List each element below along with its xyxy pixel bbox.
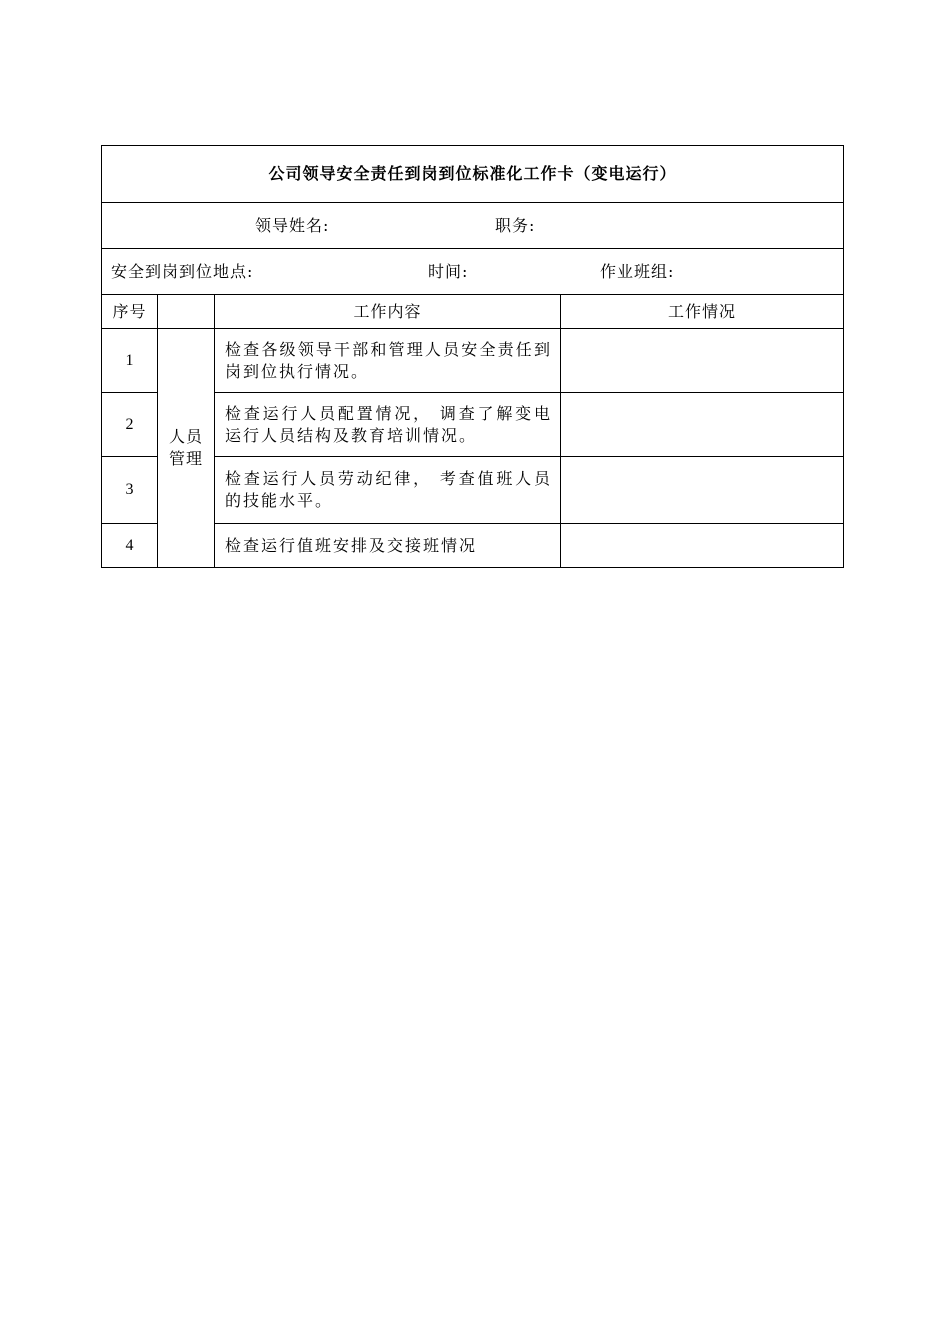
category-line-1: 人员 bbox=[168, 427, 203, 446]
work-card-table bbox=[101, 145, 844, 568]
row-content: 检查运行人员配置情况， 调查了解变电运行人员结构及教育培训情况。 bbox=[215, 393, 561, 457]
row-number: 4 bbox=[102, 524, 158, 568]
header-category bbox=[158, 295, 215, 329]
card-title: 公司领导安全责任到岗到位标准化工作卡（变电运行） bbox=[102, 146, 844, 203]
category-cell bbox=[158, 329, 215, 568]
leader-info-row bbox=[102, 203, 844, 249]
row-content: 检查各级领导干部和管理人员安全责任到岗到位执行情况。 bbox=[215, 329, 561, 393]
time-label: 时间: bbox=[428, 262, 469, 281]
row-content: 检查运行人员劳动纪律， 考查值班人员的技能水平。 bbox=[215, 457, 561, 524]
location-info-row bbox=[102, 249, 844, 295]
leader-name-label: 领导姓名: bbox=[255, 216, 330, 235]
row-content: 检查运行值班安排及交接班情况 bbox=[215, 524, 561, 568]
team-label: 作业班组: bbox=[600, 262, 675, 281]
location-label: 安全到岗到位地点: bbox=[111, 262, 254, 281]
header-status: 工作情况 bbox=[561, 295, 844, 329]
table-row bbox=[102, 329, 844, 393]
row-status-cell[interactable] bbox=[561, 524, 844, 568]
category-line-2: 管理 bbox=[168, 449, 203, 468]
row-number: 1 bbox=[102, 329, 158, 393]
row-number: 3 bbox=[102, 457, 158, 524]
row-status-cell[interactable] bbox=[561, 393, 844, 457]
header-seq: 序号 bbox=[102, 295, 158, 329]
row-status-cell[interactable] bbox=[561, 457, 844, 524]
row-number: 2 bbox=[102, 393, 158, 457]
position-label: 职务: bbox=[495, 216, 536, 235]
header-content: 工作内容 bbox=[215, 295, 561, 329]
header-row bbox=[102, 295, 844, 329]
row-status-cell[interactable] bbox=[561, 329, 844, 393]
